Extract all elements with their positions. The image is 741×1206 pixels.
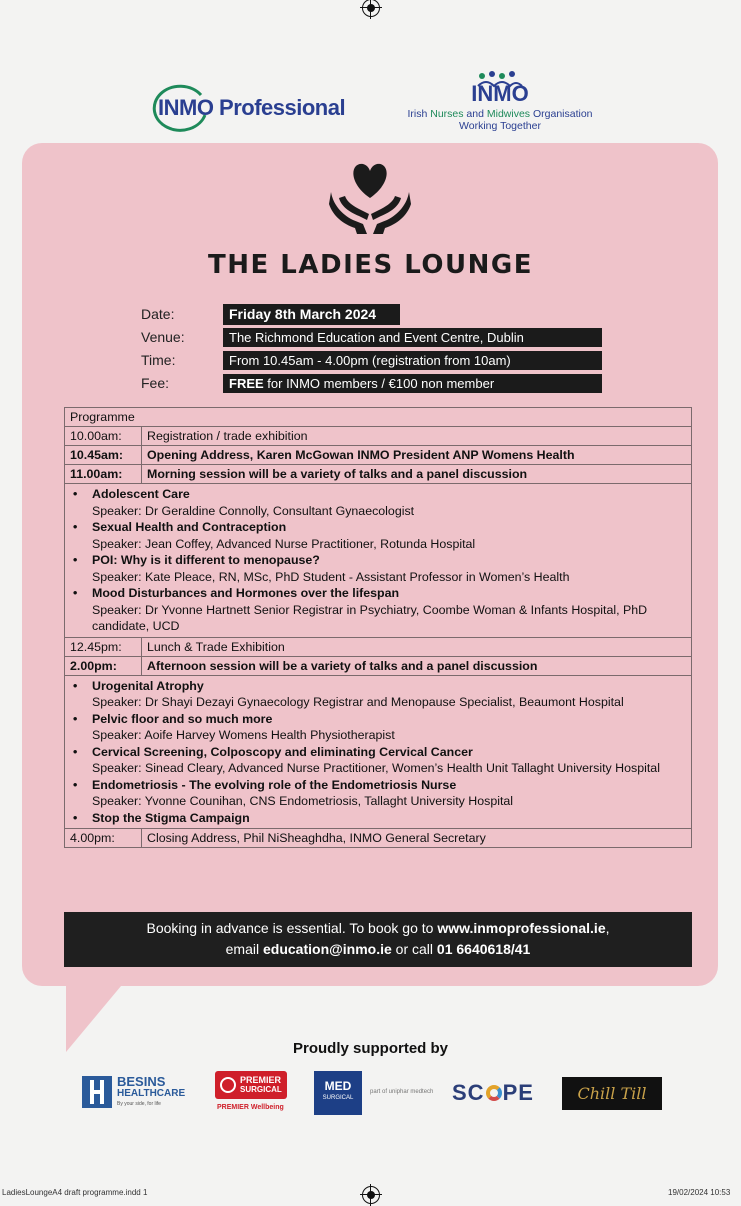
row-text: Lunch & Trade Exhibition	[142, 637, 692, 656]
list-item	[92, 810, 686, 827]
booking-email-link[interactable]: education@inmo.ie	[263, 941, 392, 957]
table-row	[65, 656, 692, 675]
fee-label: Fee:	[141, 375, 170, 391]
list-item	[92, 519, 686, 552]
talk-speaker: Speaker: Yvonne Counihan, CNS Endometriosis, Tallaght University Hospital	[92, 794, 514, 808]
med-part-of: part of uniphar medtech	[370, 1089, 434, 1095]
talk-speaker: Speaker: Jean Coffey, Advanced Nurse Practitioner, Rotunda Hospital	[92, 536, 476, 551]
sponsors-heading: Proudly supported by	[292, 1040, 448, 1057]
inmo-organisation-logo	[400, 70, 600, 136]
premier-name: PREMIER	[240, 1075, 282, 1085]
scope-o-icon	[486, 1085, 502, 1101]
programme-heading: Programme	[65, 408, 692, 427]
premier-surgical-logo	[215, 1071, 287, 1117]
talk-title: Urogenital Atrophy	[92, 678, 204, 693]
besins-tagline: By your side, for life	[117, 1101, 161, 1107]
table-row	[65, 427, 692, 446]
talk-title: POI: Why is it different to menopause?	[92, 553, 320, 567]
row-time: 4.00pm:	[65, 829, 142, 848]
afternoon-talks-row	[65, 675, 692, 829]
footer-file-name: LadiesLoungeA4 draft programme.indd 1	[2, 1188, 148, 1197]
booking-line-2: email education@inmo.ie or call 01 6640618/41	[225, 941, 531, 957]
table-row	[65, 465, 692, 484]
registration-mark-top	[362, 0, 380, 17]
med-name: MED	[324, 1079, 352, 1093]
row-time: 10.45am:	[65, 446, 142, 465]
talk-speaker: Speaker: Dr Yvonne Hartnett Senior Registrar in Psychiatry, Coombe Woman & Infants Hospital, PhD candidate, UCD	[92, 602, 648, 633]
premier-p-icon	[220, 1077, 236, 1093]
row-text: Morning session will be a variety of talks and a panel discussion	[142, 465, 692, 484]
inmo-professional-logo	[151, 81, 365, 135]
med-sub: SURGICAL	[322, 1095, 354, 1101]
afternoon-talks-list	[70, 678, 686, 827]
time-value: From 10.45am - 4.00pm (registration from 10am)	[223, 351, 602, 370]
row-time: 11.00am:	[65, 465, 142, 484]
talk-title: Endometriosis - The evolving role of the Endometriosis Nurse	[92, 777, 457, 792]
row-text: Afternoon session will be a variety of talks and a panel discussion	[142, 656, 692, 675]
venue-value: The Richmond Education and Event Centre, Dublin	[223, 328, 602, 347]
premier-badge	[215, 1071, 287, 1099]
list-item	[92, 552, 686, 585]
besins-name: BESINS	[117, 1074, 166, 1089]
list-item	[92, 486, 686, 519]
date-label: Date:	[141, 306, 175, 322]
talk-speaker: Speaker: Kate Pleace, RN, MSc, PhD Student - Assistant Professor in Women’s Health	[92, 569, 570, 584]
row-time: 12.45pm:	[65, 637, 142, 656]
talk-speaker: Speaker: Aoife Harvey Womens Health Physiotherapist	[92, 728, 395, 742]
inmo-professional-text: INMO Professional	[158, 95, 346, 120]
table-row	[65, 637, 692, 656]
talk-title: Sexual Health and Contraception	[92, 520, 287, 534]
row-text: Registration / trade exhibition	[142, 427, 692, 446]
talk-speaker: Speaker: Sinead Cleary, Advanced Nurse Practitioner, Women’s Health Unit Tallaght University Hospital	[92, 761, 660, 775]
venue-label: Venue:	[141, 329, 185, 345]
list-item	[92, 678, 686, 711]
premier-wellbeing: PREMIER Wellbeing	[217, 1104, 284, 1111]
talk-speaker: Speaker: Dr Shayi Dezayi Gynaecology Registrar and Menopause Specialist, Beaumont Hospital	[92, 695, 624, 709]
scope-logo: SC PE	[452, 1080, 534, 1105]
booking-website-link[interactable]: www.inmoprofessional.ie	[437, 920, 606, 936]
row-time: 2.00pm:	[65, 656, 142, 675]
talk-title: Stop the Stigma Campaign	[92, 810, 250, 825]
list-item	[92, 744, 686, 777]
besins-sub: HEALTHCARE	[117, 1088, 186, 1099]
premier-sub: SURGICAL	[240, 1085, 282, 1094]
besins-logo	[82, 1074, 212, 1114]
talk-title: Cervical Screening, Colposcopy and eliminating Cervical Cancer	[92, 744, 473, 759]
talk-title: Mood Disturbances and Hormones over the lifespan	[92, 586, 400, 600]
table-row	[65, 446, 692, 465]
org-name-line: Irish Nurses and Midwives Organisation	[407, 108, 593, 120]
footer-timestamp: 19/02/2024 10:53	[668, 1188, 731, 1197]
list-item	[92, 711, 686, 744]
booking-line-1: Booking in advance is essential. To book go to www.inmoprofessional.ie,	[146, 920, 610, 936]
org-tagline: Working Together	[459, 120, 541, 132]
programme-heading-row	[65, 408, 692, 427]
booking-phone: 01 6640618/41	[436, 941, 531, 957]
talk-speaker: Speaker: Dr Geraldine Connolly, Consultant Gynaecologist	[92, 503, 415, 518]
inmo-wordmark: INMO	[471, 81, 529, 106]
talk-title: Pelvic floor and so much more	[92, 711, 273, 726]
booking-banner	[64, 912, 692, 967]
morning-talks-row	[65, 484, 692, 638]
event-title: THE LADIES LOUNGE	[207, 250, 533, 280]
med-surgical-logo	[314, 1071, 362, 1115]
chill-till-logo: Chill Till	[562, 1077, 662, 1110]
talk-title: Adolescent Care	[92, 487, 190, 501]
date-value: Friday 8th March 2024	[223, 304, 400, 325]
row-text: Closing Address, Phil NiSheaghdha, INMO General Secretary	[142, 829, 692, 848]
time-label: Time:	[141, 352, 176, 368]
morning-talks-list	[70, 486, 686, 635]
programme-table	[64, 407, 692, 848]
list-item	[92, 585, 686, 635]
registration-mark-bottom	[362, 1186, 380, 1204]
fee-value: FREE for INMO members / €100 non member	[223, 374, 602, 393]
table-row	[65, 829, 692, 848]
heart-hands-icon	[327, 158, 413, 238]
besins-mark-icon	[82, 1076, 112, 1108]
list-item	[92, 777, 686, 810]
row-time: 10.00am:	[65, 427, 142, 446]
row-text: Opening Address, Karen McGowan INMO President ANP Womens Health	[142, 446, 692, 465]
